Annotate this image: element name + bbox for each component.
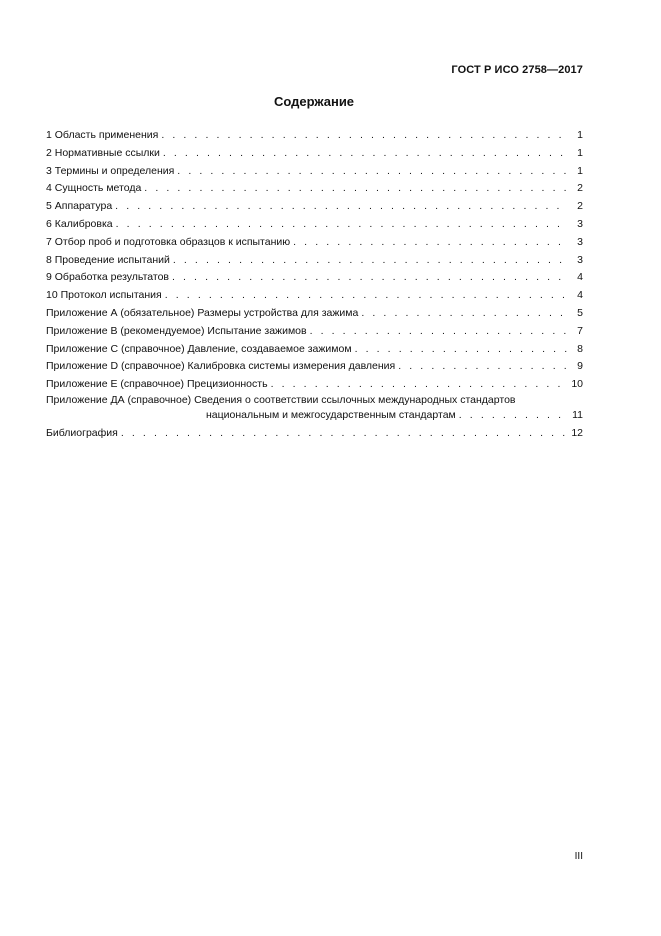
toc-entry-label-continued: национальным и межгосударственным стандартам xyxy=(206,408,456,421)
toc-leader-dots xyxy=(163,145,568,163)
toc-entry-page: 7 xyxy=(577,324,583,337)
toc-entry-annex-d[interactable] xyxy=(46,358,583,376)
toc-entry-label: 6 Калибровка xyxy=(46,217,113,230)
toc-entry-page: 11 xyxy=(572,408,583,421)
toc-entry-label: Приложение D (справочное) Калибровка системы измерения давления xyxy=(46,360,396,373)
toc-entry-annex-e[interactable] xyxy=(46,376,583,394)
toc-entry-page: 1 xyxy=(577,164,583,177)
toc-leader-dots xyxy=(293,234,568,252)
toc-entry-label: 1 Область применения xyxy=(46,129,159,141)
toc-entry-7[interactable] xyxy=(46,234,583,252)
toc-entry-label: 4 Сущность метода xyxy=(46,182,142,195)
toc-entry-1[interactable] xyxy=(46,127,583,145)
toc-entry-page: 1 xyxy=(577,129,583,141)
toc-entry-annex-b[interactable] xyxy=(46,323,583,341)
page-number: III xyxy=(574,851,583,862)
toc-leader-dots xyxy=(271,376,568,394)
toc-leader-dots xyxy=(116,216,568,234)
toc-entry-label: Библиография xyxy=(46,426,118,439)
toc-entry-6[interactable] xyxy=(46,216,583,234)
toc-leader-dots xyxy=(355,341,568,359)
toc-entry-bibliography[interactable] xyxy=(46,425,583,443)
toc-entry-page: 9 xyxy=(577,360,583,373)
toc-entry-label: 9 Обработка результатов xyxy=(46,271,169,284)
toc-entry-label: 7 Отбор проб и подготовка образцов к испытанию xyxy=(46,235,291,248)
toc-entry-page: 5 xyxy=(577,306,583,319)
toc-leader-dots xyxy=(459,407,568,425)
toc-entry-4[interactable] xyxy=(46,180,583,198)
toc-entry-page: 3 xyxy=(577,217,583,230)
toc-entry-label: 8 Проведение испытаний xyxy=(46,253,170,266)
toc-entry-page: 3 xyxy=(577,235,583,248)
toc-entry-5[interactable] xyxy=(46,198,583,216)
toc-entry-page: 4 xyxy=(577,271,583,284)
toc-leader-dots xyxy=(310,323,568,341)
toc-title: Содержание xyxy=(273,94,355,109)
toc-entry-page: 12 xyxy=(571,426,583,439)
toc-entry-10[interactable] xyxy=(46,287,583,305)
toc-leader-dots xyxy=(161,127,568,145)
toc-entry-label: 2 Нормативные ссылки xyxy=(46,146,160,159)
toc-entry-3[interactable] xyxy=(46,163,583,181)
toc-leader-dots xyxy=(115,198,568,216)
toc-entry-8[interactable] xyxy=(46,252,583,270)
toc-entry-page: 2 xyxy=(577,182,583,195)
toc-entry-page: 1 xyxy=(577,146,583,159)
toc-entry-label: Приложение Е (справочное) Прецизионность xyxy=(46,378,268,391)
toc-entry-label: 10 Протокол испытания xyxy=(46,289,162,302)
toc-entry-page: 10 xyxy=(571,378,583,391)
toc-leader-dots xyxy=(361,305,568,323)
toc-entry-label: Приложение В (рекомендуемое) Испытание зажимов xyxy=(46,324,307,337)
toc-entry-page: 4 xyxy=(577,289,583,302)
toc-entry-page: 2 xyxy=(577,200,583,213)
toc-entry-annex-c[interactable] xyxy=(46,341,583,359)
toc-entry-label: Приложение С (справочное) Давление, создаваемое зажимом xyxy=(46,342,352,355)
toc-entry-2[interactable] xyxy=(46,145,583,163)
toc-entry-page: 3 xyxy=(577,253,583,266)
toc-leader-dots xyxy=(177,163,568,181)
toc-leader-dots xyxy=(165,287,568,305)
toc-leader-dots xyxy=(172,269,568,287)
document-standard-id: ГОСТ Р ИСО 2758—2017 xyxy=(451,64,583,76)
toc-entry-9[interactable] xyxy=(46,269,583,287)
toc-entry-annex-a[interactable] xyxy=(46,305,583,323)
toc-entry-annex-da[interactable] xyxy=(46,394,583,425)
toc-leader-dots xyxy=(121,425,568,443)
toc-leader-dots xyxy=(144,180,568,198)
toc-entry-label: 3 Термины и определения xyxy=(46,164,175,177)
toc-entry-label: 5 Аппаратура xyxy=(46,200,113,213)
toc-entry-label: Приложение А (обязательное) Размеры устройства для зажима xyxy=(46,306,359,319)
toc-leader-dots xyxy=(398,358,568,376)
toc-entry-page: 8 xyxy=(577,342,583,355)
toc-leader-dots xyxy=(173,252,568,270)
toc-entry-label: Приложение ДА (справочное) Сведения о соответствии ссылочных международных стандартов xyxy=(46,393,516,406)
table-of-contents xyxy=(46,127,583,443)
